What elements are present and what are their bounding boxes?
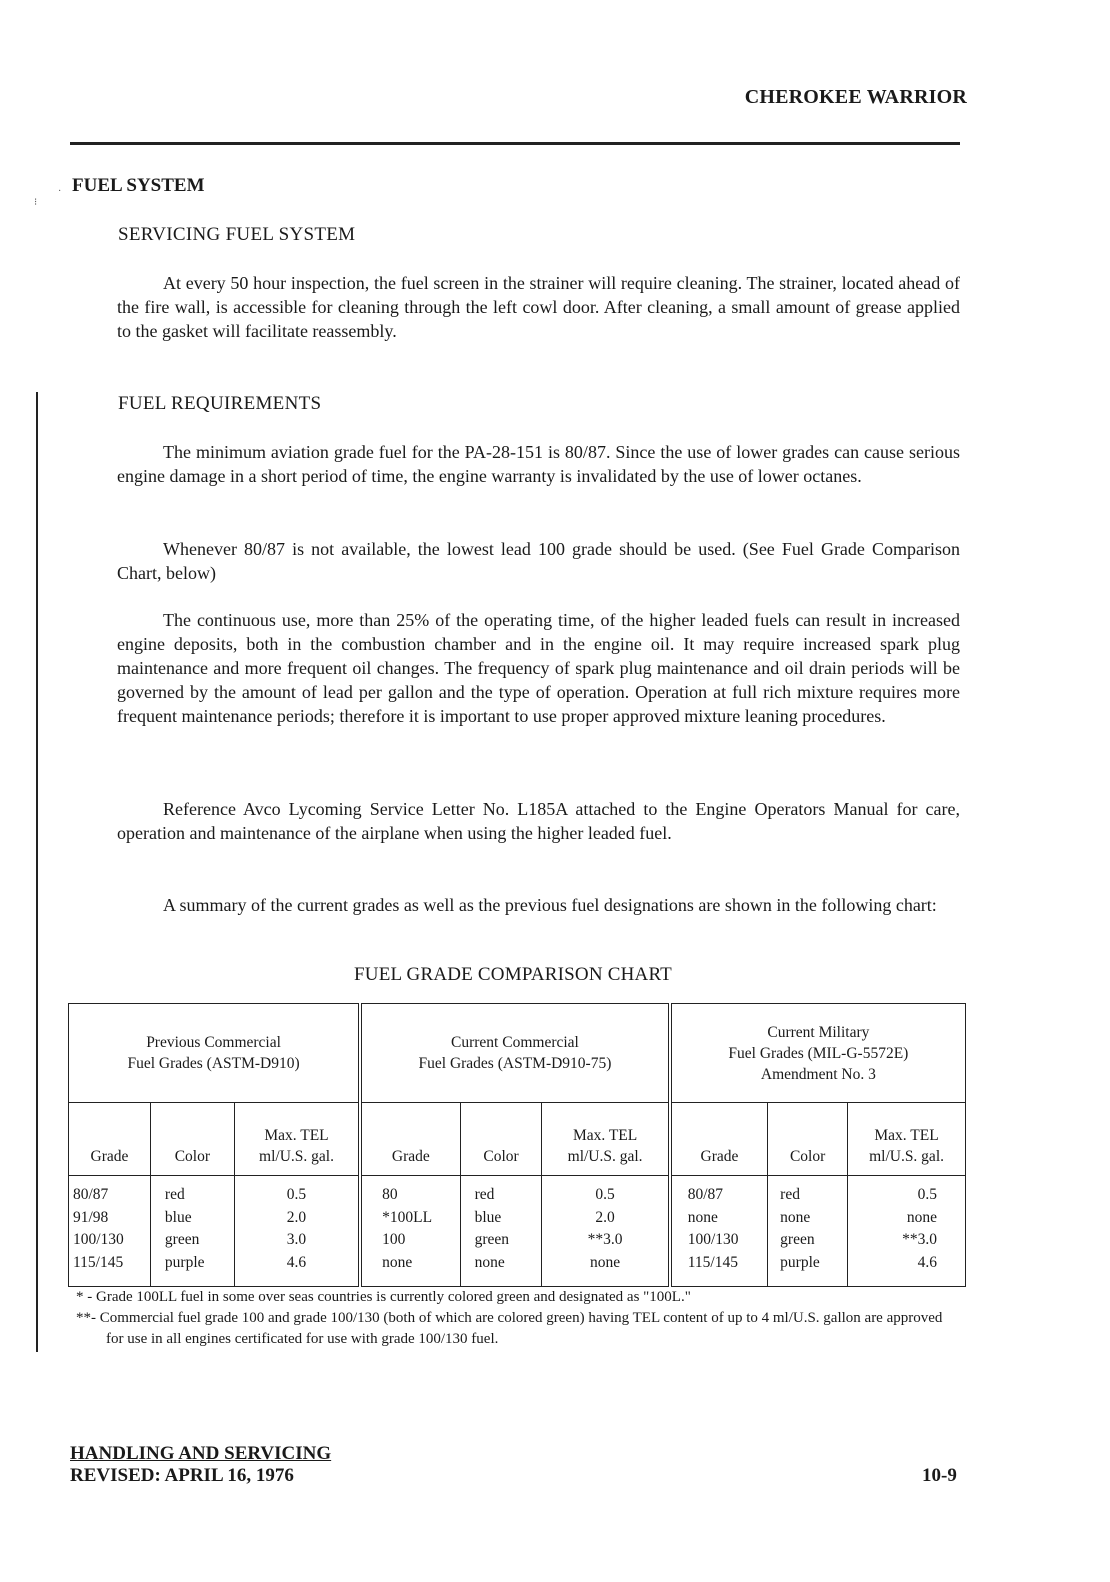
- col-header-tel: Max. TEL ml/U.S. gal.: [234, 1103, 360, 1176]
- col-header-grade: Grade: [670, 1103, 768, 1176]
- chart-footnotes: [76, 1287, 956, 1350]
- col-header-tel: Max. TEL ml/U.S. gal.: [848, 1103, 966, 1176]
- servicing-heading: SERVICING FUEL SYSTEM: [118, 224, 356, 245]
- group-header-current: Current Commercial Fuel Grades (ASTM-D910-75): [360, 1004, 670, 1103]
- previous-tel-values: 0.5 2.0 3.0 4.6: [234, 1176, 360, 1287]
- col-header-color: Color: [150, 1103, 234, 1176]
- current-tel-values: 0.5 2.0 **3.0 none: [542, 1176, 670, 1287]
- margin-mark: ·: [58, 186, 62, 197]
- col-header-grade: Grade: [360, 1103, 460, 1176]
- group-header-military: Current Military Fuel Grades (MIL-G-5572E) Amendment No. 3: [670, 1004, 966, 1103]
- fuel-grade-comparison-table: [68, 1003, 966, 1287]
- current-grade-values: 80 *100LL 100 none: [360, 1176, 460, 1287]
- military-grade-values: 80/87 none 100/130 115/145: [670, 1176, 768, 1287]
- footnote-2: **- Commercial fuel grade 100 and grade 100/130 (both of which are colored green) having TEL content of up to 4 ml/U.S. gallon are approved for use in all engines certificated for use with grade 100/130 fuel.: [76, 1310, 943, 1347]
- section-title: FUEL SYSTEM: [72, 175, 205, 196]
- group-header-previous: Previous Commercial Fuel Grades (ASTM-D910): [69, 1004, 361, 1103]
- col-header-color: Color: [460, 1103, 542, 1176]
- page-header-title: CHEROKEE WARRIOR: [744, 86, 967, 108]
- header-rule: [70, 142, 960, 145]
- military-tel-values: 0.5 none **3.0 4.6: [848, 1176, 966, 1287]
- page-number: 10-9: [922, 1465, 957, 1486]
- requirements-paragraph-5: A summary of the current grades as well as the previous fuel designations are shown in the following chart:: [163, 895, 937, 915]
- col-header-grade: Grade: [69, 1103, 151, 1176]
- footer-section-info: [70, 1443, 331, 1487]
- requirements-paragraph-3: The continuous use, more than 25% of the operating time, of the higher leaded fuels can result in increased engine deposits, both in the combustion chamber and in the engine oil. It may require increased spark plug maintenance and more frequent oil changes. The frequency of spark plug maintenance and oil drain periods will be governed by the amount of lead per gallon and the type of operation. Operation at full rich mixture requires more frequent maintenance periods; therefore it is important to use proper approved mixture leaning procedures.: [117, 610, 960, 726]
- footnote-1: * - Grade 100LL fuel in some over seas countries is currently colored green and designated as "100L.": [76, 1289, 691, 1305]
- margin-mark: ⁝: [34, 197, 38, 208]
- footer-revision-date: REVISED: APRIL 16, 1976: [70, 1465, 294, 1486]
- revision-change-bar: [36, 392, 38, 1352]
- requirements-heading: FUEL REQUIREMENTS: [118, 393, 322, 414]
- footer-section-name: HANDLING AND SERVICING: [70, 1443, 332, 1464]
- requirements-paragraph-1: The minimum aviation grade fuel for the PA-28-151 is 80/87. Since the use of lower grades can cause serious engine damage in a short period of time, the engine warranty is invalidated by the use of lower octanes.: [117, 442, 960, 486]
- chart-title: FUEL GRADE COMPARISON CHART: [354, 964, 672, 985]
- current-color-values: red blue green none: [460, 1176, 542, 1287]
- military-color-values: red none green purple: [768, 1176, 848, 1287]
- col-header-tel: Max. TEL ml/U.S. gal.: [542, 1103, 670, 1176]
- requirements-paragraph-2: Whenever 80/87 is not available, the lowest lead 100 grade should be used. (See Fuel Grade Comparison Chart, below): [117, 539, 960, 583]
- previous-color-values: red blue green purple: [150, 1176, 234, 1287]
- servicing-paragraph: At every 50 hour inspection, the fuel screen in the strainer will require cleaning. The strainer, located ahead of the fire wall, is accessible for cleaning through the left cowl door. After cleaning, a small amount of grease applied to the gasket will facilitate reassembly.: [117, 273, 960, 341]
- requirements-paragraph-4: Reference Avco Lycoming Service Letter No. L185A attached to the Engine Operators Manual for care, operation and maintenance of the airplane when using the higher leaded fuel.: [117, 799, 960, 843]
- previous-grade-values: 80/87 91/98 100/130 115/145: [69, 1176, 151, 1287]
- col-header-color: Color: [768, 1103, 848, 1176]
